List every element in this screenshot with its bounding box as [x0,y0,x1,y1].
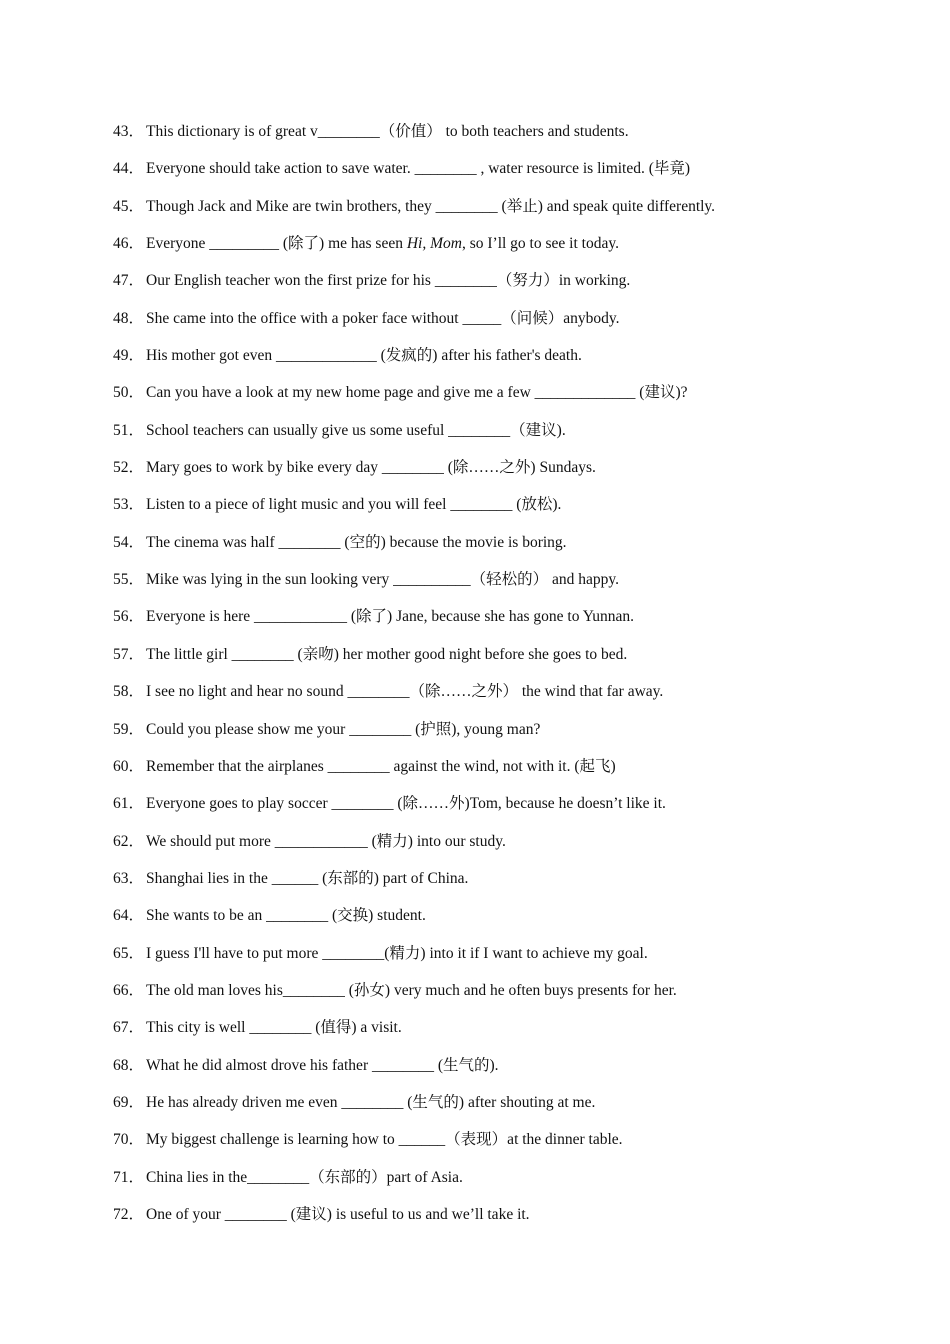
question-text-main: School teachers can usually give us some useful ________（建议). [146,421,566,439]
question-text [146,269,630,293]
question-number: 70． [113,1131,145,1149]
question-item [113,307,893,344]
question-number: 64． [113,907,145,925]
question-item [113,1091,893,1128]
question-text-main: Shanghai lies in the ______ (东部的) part of China. [146,869,469,887]
question-text [146,120,629,144]
question-number: 67． [113,1019,145,1037]
question-text [146,1166,463,1190]
question-number: 56． [113,608,145,626]
question-number: 61． [113,795,145,813]
question-number: 65． [113,944,145,962]
question-text-main: Listen to a piece of light music and you will feel ________ (放松). [146,496,562,514]
question-text-main: Everyone is here ____________ (除了) Jane, because she has gone to Yunnan. [146,608,634,626]
question-text [146,232,619,256]
question-text [146,718,540,742]
question-text [146,531,567,555]
question-item [113,195,893,232]
question-number: 62． [113,832,145,850]
question-number: 45． [113,197,145,215]
question-number: 57． [113,645,145,663]
question-number: 68． [113,1056,145,1074]
question-text [146,1203,530,1227]
question-text [146,1016,402,1040]
question-item [113,680,893,717]
question-item [113,867,893,904]
question-item [113,1128,893,1165]
question-number: 51． [113,421,145,439]
question-number: 49． [113,347,145,365]
question-text [146,493,561,517]
question-text-main: I see no light and hear no sound ________（除……之外） the wind that far away. [146,683,664,701]
question-item [113,120,893,157]
question-number: 55． [113,571,145,589]
question-number: 53． [113,496,145,514]
question-text [146,456,596,480]
question-text-main: Everyone goes to play soccer ________ (除……外)Tom, because he doesn’t like it. [146,795,666,813]
question-item [113,531,893,568]
question-item [113,232,893,269]
question-item [113,942,893,979]
question-item [113,718,893,755]
question-text [146,792,666,816]
question-text-main: She wants to be an ________ (交换) student. [146,907,426,925]
question-item [113,792,893,829]
question-text-main: Though Jack and Mike are twin brothers, they ________ (举止) and speak quite differently. [146,197,716,215]
question-text [146,867,468,891]
question-number: 54． [113,533,145,551]
question-text-main: Mike was lying in the sun looking very __________（轻松的） and happy. [146,571,619,589]
question-number: 71． [113,1168,145,1186]
question-number: 72． [113,1205,145,1223]
question-text-main: This dictionary is of great v________（价值） to both teachers and students. [146,123,629,140]
question-item [113,381,893,418]
question-item [113,269,893,306]
question-item [113,755,893,792]
question-text-main: Mary goes to work by bike every day ________ (除……之外) Sundays. [146,459,596,477]
question-text [146,344,582,368]
question-list [113,120,893,1240]
question-number: 47． [113,272,145,290]
question-number: 58． [113,683,145,701]
question-text [146,1091,595,1115]
question-text-main: He has already driven me even ________ (生气的) after shouting at me. [146,1093,596,1111]
question-text-main: I guess I'll have to put more ________(精力) into it if I want to achieve my goal. [146,944,648,962]
question-text-main: Could you please show me your ________ (护照), young man? [146,720,541,738]
question-text-main: China lies in the________（东部的）part of Asia. [146,1168,463,1186]
question-text-main: Our English teacher won the first prize for his ________（努力）in working. [146,272,631,290]
question-text-main: The cinema was half ________ (空的) because the movie is boring. [146,533,567,551]
question-item [113,568,893,605]
question-number: 60． [113,757,145,775]
question-number: 52． [113,459,145,477]
question-item [113,1054,893,1091]
question-text-italic: Hi, Mom [406,235,462,253]
question-number: 44． [113,160,145,178]
question-text-main: The little girl ________ (亲吻) her mother good night before she goes to bed. [146,645,628,663]
question-text [146,605,634,629]
question-item [113,605,893,642]
question-text-main: My biggest challenge is learning how to ______（表现）at the dinner table. [146,1131,623,1149]
question-item [113,904,893,941]
question-text-main: Everyone should take action to save water. ________ , water resource is limited. (毕竟) [146,160,691,178]
question-item [113,1016,893,1053]
question-text-main: Everyone _________ (除了) me has seen [146,235,407,253]
question-number: 69． [113,1093,145,1111]
question-text-main: One of your ________ (建议) is useful to us and we’ll take it. [146,1205,530,1223]
question-text [146,979,677,1003]
question-text [146,568,619,592]
question-item [113,157,893,194]
question-item [113,456,893,493]
question-number: 43． [113,123,145,140]
question-number: 66． [113,981,145,999]
question-item [113,830,893,867]
question-text-after: , so I’ll go to see it today. [461,235,619,253]
question-text [146,1054,499,1078]
question-item [113,344,893,381]
question-text-main: She came into the office with a poker face without _____（问候）anybody. [146,309,620,327]
question-text [146,904,426,928]
question-text [146,830,506,854]
question-text-main: What he did almost drove his father ________ (生气的). [146,1056,499,1074]
question-text [146,643,627,667]
question-text-main: The old man loves his________ (孙女) very much and he often buys presents for her. [146,981,677,999]
question-item [113,643,893,680]
question-item [113,1203,893,1240]
question-text [146,680,663,704]
question-number: 50． [113,384,145,402]
question-text [146,755,616,779]
question-number: 48． [113,309,145,327]
question-text [146,1128,623,1152]
question-text [146,419,566,443]
question-text [146,307,620,331]
question-item [113,1166,893,1203]
question-number: 63． [113,869,145,887]
question-number: 46． [113,235,145,253]
question-item [113,419,893,456]
question-text-main: We should put more ____________ (精力) into our study. [146,832,506,850]
question-item [113,979,893,1016]
question-text [146,942,648,966]
question-text [146,157,690,181]
question-text-main: Can you have a look at my new home page and give me a few _____________ (建议)? [146,384,688,402]
question-item [113,493,893,530]
question-text-main: Remember that the airplanes ________ against the wind, not with it. (起飞) [146,757,616,775]
question-text [146,381,688,405]
question-text-main: This city is well ________ (值得) a visit. [146,1019,402,1037]
question-text-main: His mother got even _____________ (发疯的) after his father's death. [146,347,582,365]
question-number: 59． [113,720,145,738]
question-text [146,195,715,219]
